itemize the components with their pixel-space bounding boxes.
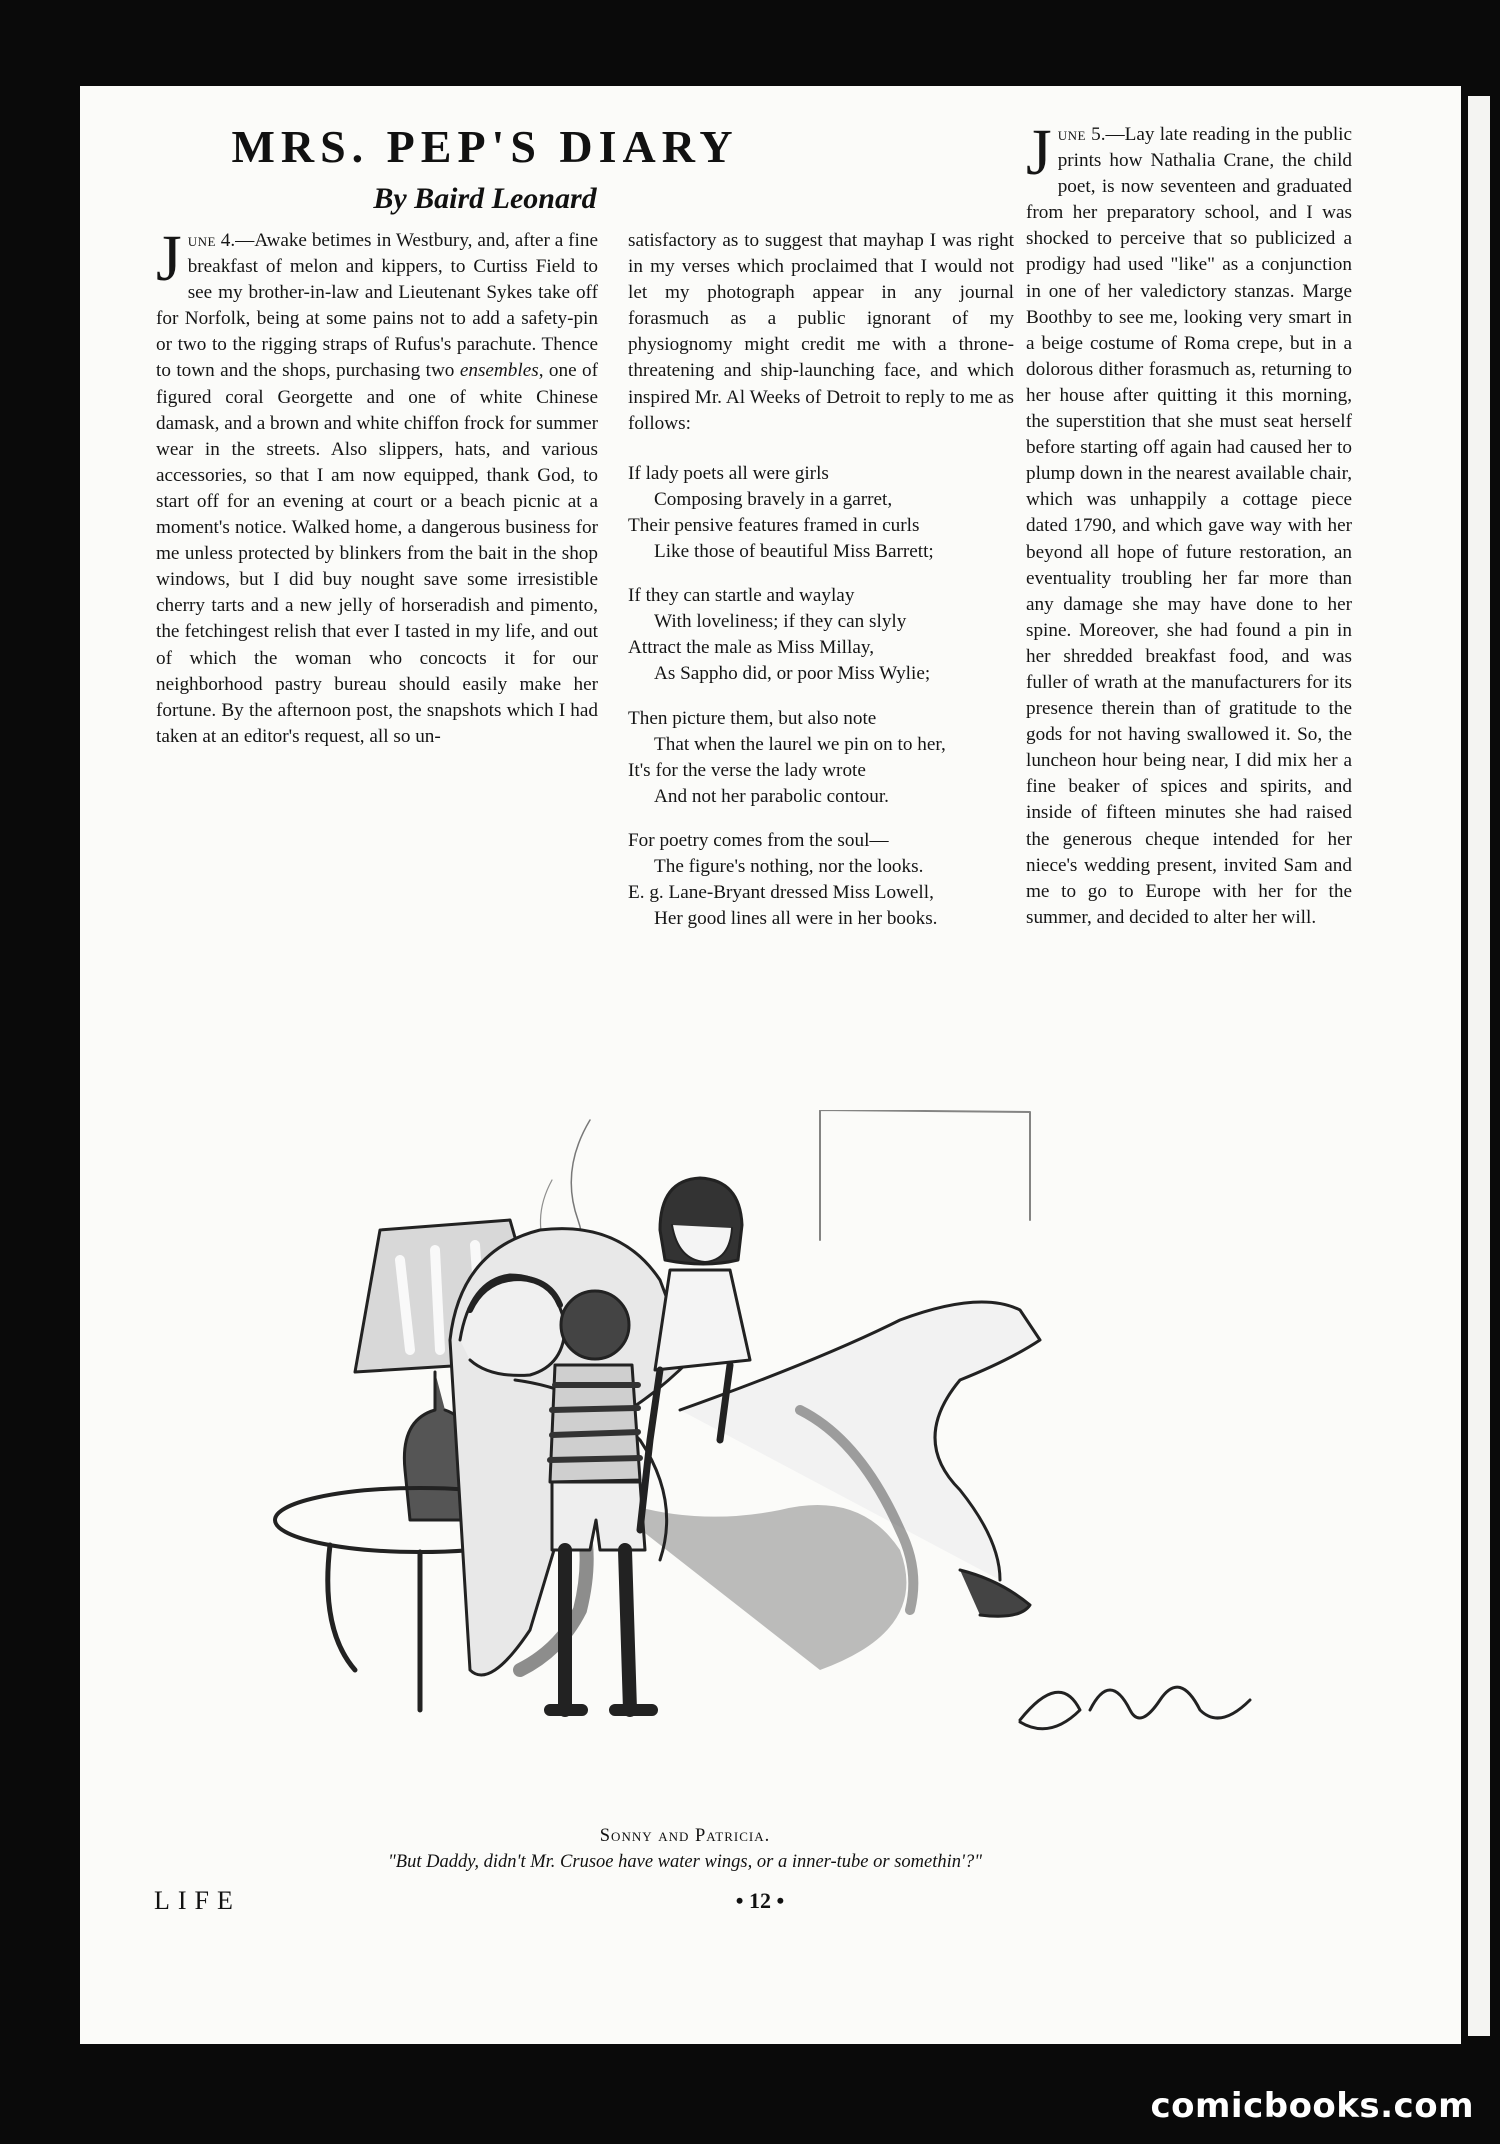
poem-line: That when the laurel we pin on to her, xyxy=(654,733,946,755)
column-3 xyxy=(1026,116,1352,931)
drop-cap: J xyxy=(156,222,182,295)
entry-text: 4.—Awake betimes in Westbury, and, after a fine breakfast of melon and kippers, to Curtiss Field to see my brother-in-law and Lieutenant Sykes take off for Norfolk, being at some pains not to add a safety-pin or two to the rigging straps of Rufus's parachute. Thence to town and the shops, purchasing two xyxy=(156,230,598,382)
next-page-edge xyxy=(1468,96,1490,2036)
poem-line: Her good lines all were in her books. xyxy=(654,908,938,930)
entry-text-continued: , one of figured coral Georgette and one of white Chinese damask, and a brown and white chiffon frock for summer wear in the streets. Also slippers, hats, and various accessories, so that I am now equipped, thank God, to start off for an evening at court or a beach picnic at a moment's notice. Walked home, a dangerous business for me unless protected by blinkers from the bait in the shop windows, but I did buy nought save some irresistible cherry tarts and a new jelly of horseradish and pimento, the fetchingest relish that ever I tasted in my life, and out of which the woman who concocts it for our neighborhood pastry bureau should easily make her fortune. By the afternoon post, the snapshots which I had taken at an editor's request, all so un- xyxy=(156,360,598,747)
poem-line: If lady poets all were girls xyxy=(628,462,829,484)
column-2 xyxy=(628,228,1014,950)
page-number: • 12 • xyxy=(735,1888,785,1913)
magazine-name: LIFE xyxy=(154,1886,241,1915)
poem-line: It's for the verse the lady wrote xyxy=(628,759,866,781)
poem-line: E. g. Lane-Bryant dressed Miss Lowell, xyxy=(628,882,934,904)
wall-frame xyxy=(820,1110,1030,1240)
entry-continuation: satisfactory as to suggest that mayhap I was right in my verses which proclaimed that I would not let my photograph appear in any journal forasmuch as a public ignorant of my physiognomy might credit me with a throne-threatening and ship-launching face, and which inspired Mr. Al Weeks of Detroit to reply to me as follows: xyxy=(628,230,1014,434)
article-byline: By Baird Leonard xyxy=(373,182,597,215)
poem xyxy=(628,461,1014,933)
poem-stanza xyxy=(628,706,1014,810)
entry-text: 5.—Lay late reading in the public prints how Nathalia Crane, the child poet, is now seventeen and graduated from her preparatory school, and I was shocked to perceive that so publicized a prodigy had used "like" as a conjunction in one of her valedictory stanzas. Marge Boothby to see me, looking very smart in a beige costume of Roma crepe, but in a dolorous dither forasmuch as, returning to her house after quitting it this morning, the superstition that she must seat herself before starting off again had caused her to plump down in the nearest available chair, which was unhappily a cottage piece dated 1790, and which gave way with her beyond all hope of future restoration, an eventuality troubling her far more than any damage she may have done to her spine. Moreover, she had found a pin in her shredded breakfast food, and was fuller of wrath at the manufacturers for its presence therein than of gratitude to the gods for not having swallowed it. So, the luncheon hour being near, I did mix her a fine beaker of spices and spirits, and inside of fifteen minutes she had raised the generous cheque intended for her niece's wedding present, invited Sam and me to go to Europe with her for the summer, and decided to alter her will. xyxy=(1026,124,1352,928)
drop-cap: J xyxy=(1026,116,1052,189)
article-title: MRS. PEP'S DIARY xyxy=(231,121,739,172)
poem-line: With loveliness; if they can slyly xyxy=(654,611,907,633)
diary-entry-june-4 xyxy=(156,222,598,750)
illustration-caption-heading: Sonny and Patricia. xyxy=(599,1826,771,1846)
poem-line: Attract the male as Miss Millay, xyxy=(628,637,875,659)
site-watermark: comicbooks.com xyxy=(1150,2086,1474,2126)
poem-line: For poetry comes from the soul— xyxy=(628,829,889,851)
poem-line: And not her parabolic contour. xyxy=(654,785,889,807)
column-1 xyxy=(156,222,598,750)
diary-entry-june-5 xyxy=(1026,116,1352,931)
illustration-caption-quote: "But Daddy, didn't Mr. Crusoe have water wings, or a inner-tube or somethin'?" xyxy=(388,1852,982,1872)
poem-line: Then picture them, but also note xyxy=(628,707,877,729)
poem-line: The figure's nothing, nor the looks. xyxy=(654,855,924,877)
poem-line: If they can startle and waylay xyxy=(628,585,855,607)
girl-dress xyxy=(655,1270,750,1370)
cartoon-illustration xyxy=(260,1110,1280,1810)
poem-stanza xyxy=(628,828,1014,932)
poem-line: As Sappho did, or poor Miss Wylie; xyxy=(654,663,931,685)
poem-line: Composing bravely in a garret, xyxy=(654,488,893,510)
boy-head xyxy=(561,1291,629,1359)
poem-stanza xyxy=(628,583,1014,687)
artist-signature xyxy=(1020,1687,1250,1729)
small-cap-word: une xyxy=(1057,124,1086,145)
poem-line: Their pensive features framed in curls xyxy=(628,514,920,536)
boy-shorts xyxy=(552,1482,645,1550)
italic-word: ensembles xyxy=(459,360,539,382)
poem-line: Like those of beautiful Miss Barrett; xyxy=(654,541,934,563)
small-cap-word: une xyxy=(187,230,216,251)
poem-stanza xyxy=(628,461,1014,565)
